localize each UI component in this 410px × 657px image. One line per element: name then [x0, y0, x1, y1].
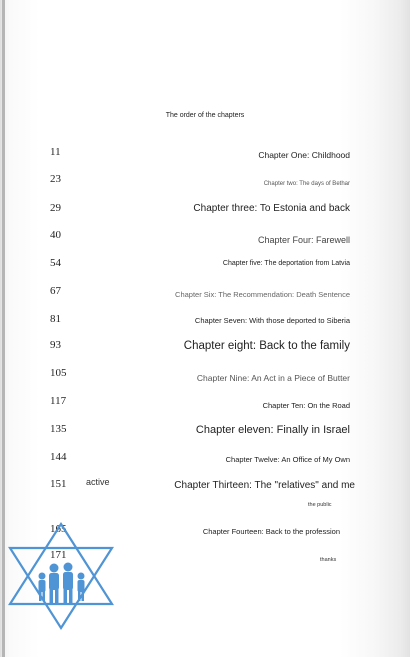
star-of-david-icon	[10, 524, 112, 628]
toc-chapter-title: Chapter eight: Back to the family	[183, 340, 350, 352]
toc-page-number: 23	[50, 173, 61, 185]
toc-page-number: 54	[50, 257, 61, 269]
toc-chapter-title: Chapter three: To Estonia and back	[193, 203, 350, 214]
toc-page-number: 81	[50, 313, 61, 325]
toc-page-number: 67	[50, 285, 61, 297]
toc-chapter-title: Chapter One: Childhood	[258, 150, 350, 160]
toc-chapter-title: Chapter Nine: An Act in a Piece of Butter	[196, 373, 350, 383]
toc-page-number: 40	[50, 229, 61, 241]
toc-page-number: 105	[50, 367, 67, 379]
toc-chapter-title: Chapter Ten: On the Road	[262, 401, 350, 410]
toc-heading: The order of the chapters	[165, 112, 245, 119]
toc-chapter-title: Chapter two: The days of Bethar	[263, 181, 350, 187]
toc-page-number: 151	[50, 478, 67, 490]
toc-page-number: 93	[50, 339, 61, 351]
toc-note-active: active	[86, 477, 110, 487]
toc-chapter-title: Chapter Six: The Recommendation: Death Sentence	[175, 290, 350, 299]
toc-chapter-title: Chapter Seven: With those deported to Siberia	[194, 316, 350, 325]
toc-page-number: 171	[50, 549, 67, 561]
toc-chapter-title: Chapter Thirteen: The "relatives" and me	[174, 480, 355, 491]
toc-page-number: 135	[50, 423, 67, 435]
toc-chapter-title: Chapter Fourteen: Back to the profession	[202, 527, 340, 536]
toc-chapter-title: thanks	[320, 557, 337, 563]
toc-chapter-title: Chapter eleven: Finally in Israel	[195, 424, 350, 436]
toc-page-number: 117	[50, 395, 67, 407]
star-of-david-family-logo	[2, 520, 120, 632]
family-figures-icon	[39, 563, 85, 606]
toc-page-number: 11	[50, 146, 61, 158]
toc-page-number: 144	[50, 451, 67, 463]
toc-note-the-public: the public	[308, 502, 332, 508]
toc-chapter-title: Chapter five: The deportation from Latvia	[222, 260, 350, 267]
toc-chapter-title: Chapter Four: Farewell	[257, 235, 350, 245]
toc-page-number: 29	[50, 202, 61, 214]
toc-chapter-title: Chapter Twelve: An Office of My Own	[225, 455, 350, 464]
toc-page-number: 165	[50, 523, 67, 535]
